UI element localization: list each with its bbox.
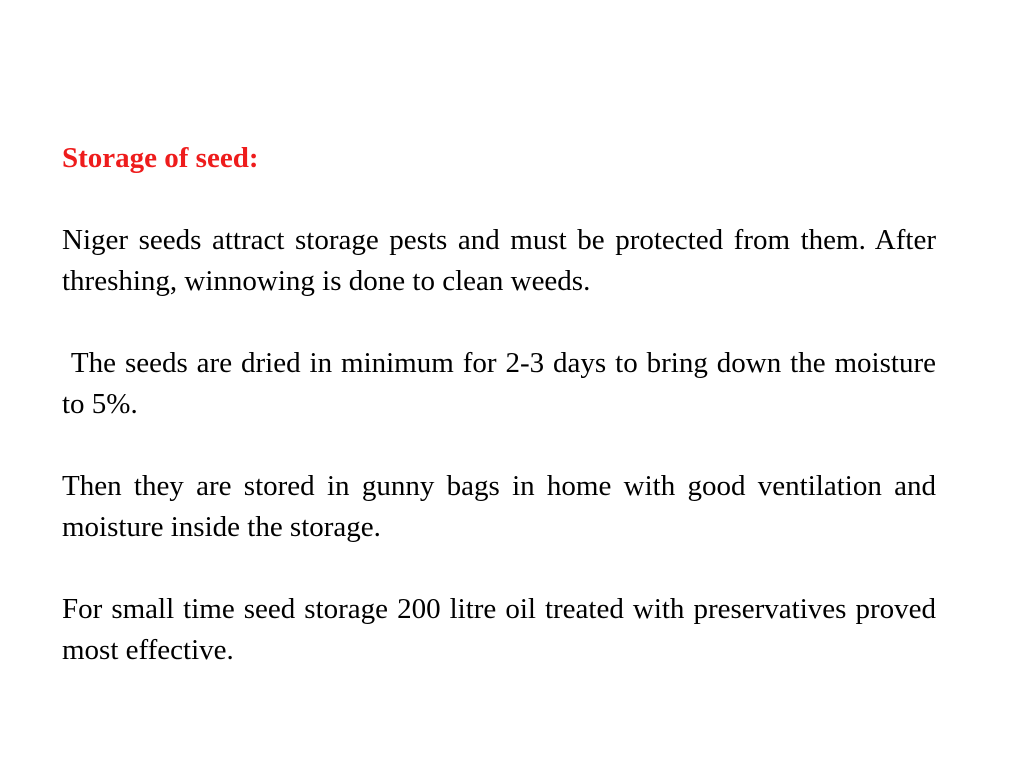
- paragraph-drying: The seeds are dried in minimum for 2-3 days to bring down the moisture to 5%.: [62, 347, 936, 420]
- paragraph-gunny-bags: Then they are stored in gunny bags in home with good ventilation and moisture inside the storage.: [62, 470, 936, 543]
- slide-heading: Storage of seed:: [62, 142, 259, 174]
- paragraph-storage-pests: Niger seeds attract storage pests and must be protected from them. After threshing, winnowing is done to clean weeds.: [62, 224, 936, 297]
- slide-content: [62, 138, 936, 671]
- paragraph-oil-treatment: For small time seed storage 200 litre oil treated with preservatives proved most effective.: [62, 593, 936, 666]
